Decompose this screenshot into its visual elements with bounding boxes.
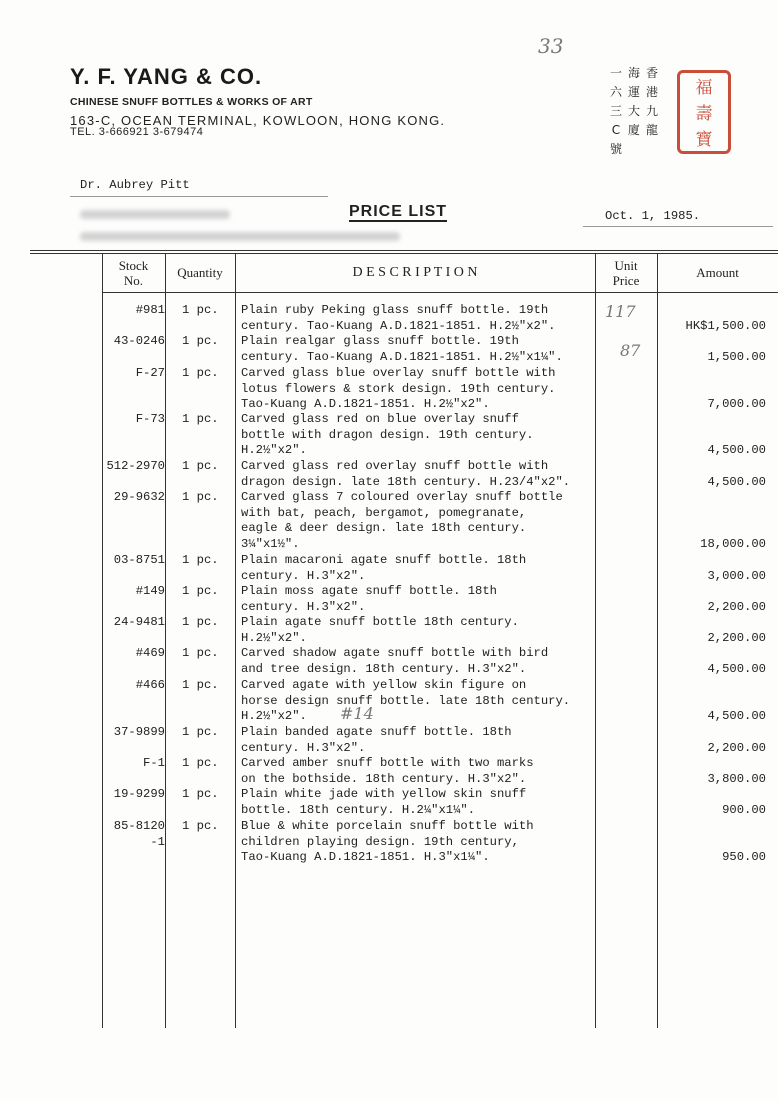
stock-number: #466 <box>135 678 165 692</box>
stock-number: 37-9899 <box>113 725 165 739</box>
amount: 4,500.00 <box>707 443 766 458</box>
quantity: 1 pc. <box>182 819 219 833</box>
amount: 2,200.00 <box>707 630 766 645</box>
redacted-address-line-2 <box>80 232 400 241</box>
amount: 3,000.00 <box>707 568 766 583</box>
item-description: Carved glass 7 coloured overlay snuff bottle with bat, peach, bergamot, pomegranate, eagle & deer design. late 18th century. 3¼"x1½". <box>241 490 563 552</box>
header-stock-no <box>102 258 165 288</box>
header-unit-price <box>595 258 657 288</box>
company-address: 163-C, OCEAN TERMINAL, KOWLOON, HONG KONG. <box>70 113 446 128</box>
quantity: 1 pc. <box>182 490 219 504</box>
quantity: 1 pc. <box>182 725 219 739</box>
quantity: 1 pc. <box>182 678 219 692</box>
handwritten-page-number: 33 <box>538 34 564 58</box>
item-description: Carved glass blue overlay snuff bottle with lotus flowers & stork design. 19th century. Tao-Kuang A.D.1821-1851. H.2½"x2". <box>241 366 556 412</box>
item-description: Plain white jade with yellow skin snuff bottle. 18th century. H.2¼"x1¼". <box>241 787 527 817</box>
amount: 1,500.00 <box>707 349 766 364</box>
table-top-rule-2 <box>30 253 778 254</box>
header-unit-line2: Price <box>612 273 640 288</box>
stock-number: #981 <box>135 303 165 317</box>
company-tagline: CHINESE SNUFF BOTTLES & WORKS OF ART <box>70 96 313 108</box>
company-name: Y. F. YANG & CO. <box>70 64 263 89</box>
stock-number: #149 <box>135 584 165 598</box>
item-description: Plain banded agate snuff bottle. 18th century. H.3"x2". <box>241 725 512 755</box>
recipient-name: Dr. Aubrey Pitt <box>80 178 190 192</box>
item-description: Plain realgar glass snuff bottle. 19th century. Tao-Kuang A.D.1821-1851. H.2½"x1¼". <box>241 334 563 364</box>
item-description: Plain agate snuff bottle 18th century. H.2½"x2". <box>241 615 519 645</box>
table-top-rule <box>30 250 778 251</box>
header-unit-line1: Unit <box>614 258 638 273</box>
amount: 2,200.00 <box>707 599 766 614</box>
handwritten-note-14: #14 <box>340 704 374 723</box>
stock-number: 03-8751 <box>113 553 165 567</box>
header-amount: Amount <box>696 265 739 280</box>
handwritten-note-87: 87 <box>620 341 641 360</box>
quantity: 1 pc. <box>182 756 219 770</box>
seal-text: 福壽寶 <box>695 78 713 150</box>
amount: 4,500.00 <box>707 474 766 489</box>
quantity: 1 pc. <box>182 646 219 660</box>
item-description: Carved glass red on blue overlay snuff bottle with dragon design. 19th century. H.2½"x2". <box>241 412 534 458</box>
stock-number: 29-9632 <box>113 490 165 504</box>
quantity: 1 pc. <box>182 584 219 598</box>
col-divider-qty <box>165 253 166 1028</box>
item-description: Plain moss agate snuff bottle. 18th century. H.3"x2". <box>241 584 497 614</box>
stock-number: F-27 <box>135 366 165 380</box>
chinese-address-col-1: 香港九龍 <box>645 66 658 137</box>
item-description: Carved amber snuff bottle with two marks on the bothside. 18th century. H.3"x2". <box>241 756 534 786</box>
col-divider-unit <box>595 253 596 1028</box>
table-header-rule <box>102 292 778 293</box>
quantity: 1 pc. <box>182 615 219 629</box>
quantity: 1 pc. <box>182 459 219 473</box>
quantity: 1 pc. <box>182 553 219 567</box>
document-date: Oct. 1, 1985. <box>605 209 701 223</box>
recipient-underline <box>70 196 328 197</box>
amount: 4,500.00 <box>707 661 766 676</box>
chinese-address-col-3: 一六三C號 <box>609 66 622 156</box>
date-underline <box>583 226 773 227</box>
quantity: 1 pc. <box>182 334 219 348</box>
quantity: 1 pc. <box>182 366 219 380</box>
item-description: Plain ruby Peking glass snuff bottle. 19th century. Tao-Kuang A.D.1821-1851. H.2½"x2". <box>241 303 556 333</box>
stock-number: 43-0246 <box>113 334 165 348</box>
amount: 4,500.00 <box>707 709 766 724</box>
stock-number: F-1 <box>143 756 165 770</box>
stock-number: 512-2970 <box>106 459 165 473</box>
header-quantity: Quantity <box>177 265 223 280</box>
amount: 2,200.00 <box>707 740 766 755</box>
item-description: Plain macaroni agate snuff bottle. 18th century. H.3"x2". <box>241 553 527 583</box>
red-seal-stamp <box>677 70 731 154</box>
amount: 3,800.00 <box>707 771 766 786</box>
amount: HK$1,500.00 <box>685 318 766 333</box>
amount: 950.00 <box>722 850 766 865</box>
document-title: PRICE LIST <box>349 203 448 220</box>
header-description: D E S C R I P T I O N <box>352 265 478 280</box>
stock-number: 19-9299 <box>113 787 165 801</box>
stock-number: 85-8120 -1 <box>113 819 165 849</box>
company-telephone: TEL. 3-666921 3-679474 <box>70 126 204 138</box>
stock-number: #469 <box>135 646 165 660</box>
header-stock-line2: No. <box>123 273 144 288</box>
stock-number: 24-9481 <box>113 615 165 629</box>
item-description: Carved agate with yellow skin figure on horse design snuff bottle. late 18th century. H.2½"x2". <box>241 678 571 724</box>
item-description: Blue & white porcelain snuff bottle with children playing design. 19th century, Tao-Kuang A.D.1821-1851. H.3"x1¼". <box>241 819 534 865</box>
quantity: 1 pc. <box>182 303 219 317</box>
header-stock-line1: Stock <box>118 258 149 273</box>
item-description: Carved glass red overlay snuff bottle with dragon design. late 18th century. H.23/4"x2". <box>241 459 571 489</box>
chinese-address-col-2: 海運大廈 <box>627 66 640 137</box>
item-description: Carved shadow agate snuff bottle with bird and tree design. 18th century. H.3"x2". <box>241 646 549 676</box>
stock-number: F-73 <box>135 412 165 426</box>
quantity: 1 pc. <box>182 787 219 801</box>
col-divider-desc <box>235 253 236 1028</box>
amount: 7,000.00 <box>707 397 766 412</box>
amount: 18,000.00 <box>700 537 766 552</box>
amount: 900.00 <box>722 802 766 817</box>
quantity: 1 pc. <box>182 412 219 426</box>
redacted-address-line-1 <box>80 210 230 219</box>
handwritten-note-117: 117 <box>605 302 636 321</box>
